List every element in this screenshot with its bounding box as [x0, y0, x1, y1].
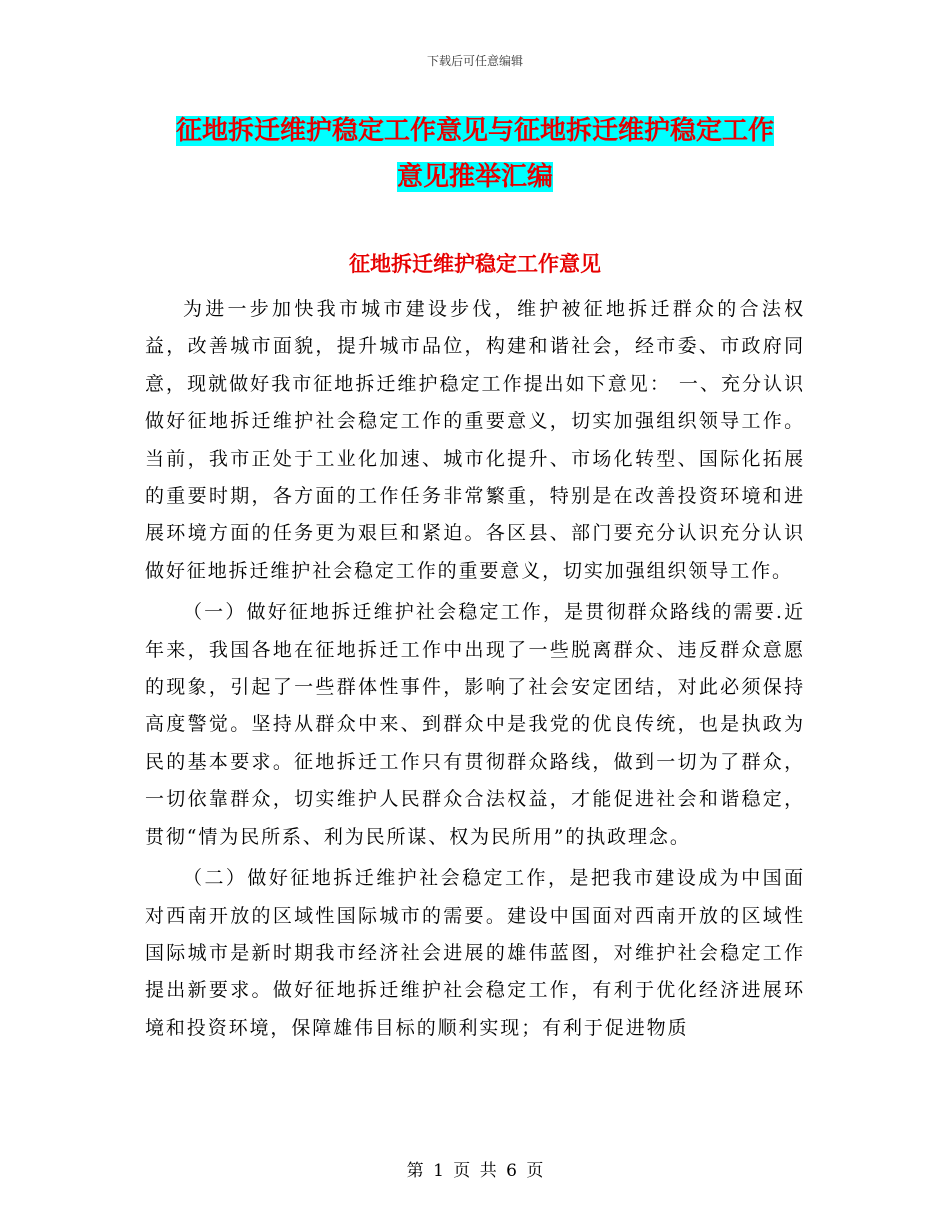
document-title [140, 108, 810, 200]
page-footer: 第 1 页 共 6 页 [406, 1161, 544, 1181]
paragraph-section-1: （一）做好征地拆迁维护社会稳定工作，是贯彻群众路线的需要.近年来，我国各地在征地拆迁工作中出现了一些脱离群众、违反群众意愿的现象，引起了一些群体性事件，影响了社会安定团结，对此必须保持高度警觉。坚持从群众中来、到群众中是我党的优良传统，也是执政为民的基本要求。征地拆迁工作只有贯彻群众路线，做到一切为了群众，一切依靠群众，切实维护人民群众合法权益，才能促进社会和谐稳定，贯彻“情为民所系、利为民所谋、权为民所用”的执政理念。 [145, 601, 805, 848]
section-title: 征地拆迁维护稳定工作意见 [349, 252, 601, 276]
paragraph-section-2: （二）做好征地拆迁维护社会稳定工作，是把我市建设成为中国面对西南开放的区域性国际城市的需要。建设中国面对西南开放的区域性国际城市是新时期我市经济社会进展的雄伟蓝图，对维护社会稳定工作提出新要求。做好征地拆迁维护社会稳定工作，有利于优化经济进展环境和投资环境，保障雄伟目标的顺利实现；有利于促进物质 [145, 867, 805, 1039]
paragraph-intro: 为进一步加快我市城市建设步伐，维护被征地拆迁群众的合法权益，改善城市面貌，提升城市品位，构建和谐社会，经市委、市政府同意，现就做好我市征地拆迁维护稳定工作提出如下意见： 一、充分认识做好征地拆迁维护社会稳定工作的重要意义，切实加强组织领导工作。 当前，我市正处于工业化加速、城市化提升、市场化转型、国际化拓展的重要时期，各方面的工作任务非常繁重，特别是在改善投资环境和进展环境方面的任务更为艰巨和紧迫。各区县、部门要充分认识充分认识做好征地拆迁维护社会稳定工作的重要意义，切实加强组织领导工作。 [145, 298, 805, 582]
document-title-line-1: 征地拆迁维护稳定工作意见与征地拆迁维护稳定工作 [175, 116, 774, 146]
document-title-line-2: 意见推举汇编 [396, 162, 553, 192]
document-body [145, 291, 805, 1051]
header-note: 下载后可任意编辑 [426, 54, 523, 68]
